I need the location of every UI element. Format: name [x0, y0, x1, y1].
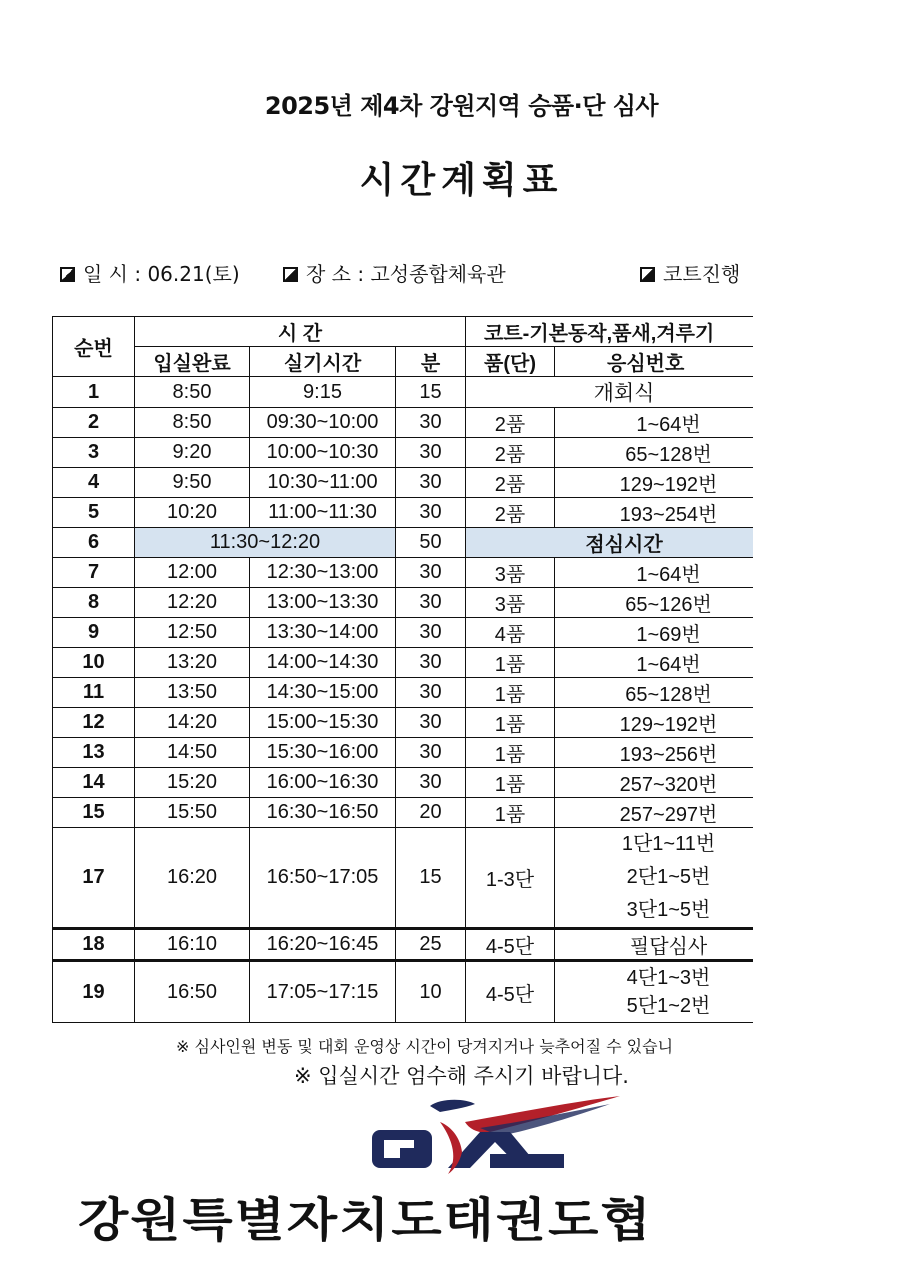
row-number: 4	[53, 468, 135, 498]
info-place-text: 장 소 : 고성종합체육관	[306, 262, 506, 286]
table-row	[53, 468, 754, 498]
table-row	[53, 438, 754, 468]
applicant-range-cell: 129~192번	[555, 468, 753, 498]
minutes-cell: 30	[396, 648, 466, 678]
grade-cell: 1품	[466, 708, 555, 738]
row-number: 2	[53, 408, 135, 438]
minutes-cell: 10	[396, 961, 466, 1023]
minutes-cell: 30	[396, 678, 466, 708]
minutes-cell: 30	[396, 558, 466, 588]
table-row	[53, 377, 754, 408]
entry-time-cell: 16:50	[135, 961, 250, 1023]
header-grade: 품(단)	[466, 347, 555, 377]
header-exam-time: 실기시간	[250, 347, 396, 377]
applicant-range-cell	[555, 961, 753, 1023]
header-minutes: 분	[396, 347, 466, 377]
checkbox-icon	[283, 267, 298, 282]
entry-time-cell: 14:50	[135, 738, 250, 768]
entry-time-cell: 16:20	[135, 828, 250, 929]
exam-time-cell: 10:30~11:00	[250, 468, 396, 498]
entry-time-cell: 12:50	[135, 618, 250, 648]
entry-time-cell: 10:20	[135, 498, 250, 528]
applicant-range-cell: 필답심사	[555, 929, 753, 961]
row-number: 15	[53, 798, 135, 828]
table-row	[53, 708, 754, 738]
applicant-range-line: 2단1~5번	[626, 866, 711, 888]
opening-ceremony-cell: 개회식	[466, 377, 753, 408]
table-row	[53, 528, 754, 558]
exam-time-cell: 16:20~16:45	[250, 929, 396, 961]
minutes-cell: 15	[396, 828, 466, 929]
row-number: 14	[53, 768, 135, 798]
note-schedule-change: ※ 심사인원 변동 및 대회 운영상 시간이 당겨지거나 늦추어질 수 있습니	[176, 1037, 674, 1056]
minutes-cell: 25	[396, 929, 466, 961]
row-number: 8	[53, 588, 135, 618]
minutes-cell: 30	[396, 498, 466, 528]
grade-cell: 4-5단	[466, 961, 555, 1023]
grade-cell: 1품	[466, 798, 555, 828]
table-row	[53, 929, 754, 961]
row-number: 1	[53, 377, 135, 408]
exam-time-cell: 13:00~13:30	[250, 588, 396, 618]
grade-cell: 1-3단	[466, 828, 555, 929]
row-number: 12	[53, 708, 135, 738]
grade-cell: 1품	[466, 648, 555, 678]
info-court-text: 코트진행	[663, 262, 741, 286]
applicant-range-line: 3단1~5번	[626, 899, 711, 921]
grade-cell: 2품	[466, 408, 555, 438]
minutes-cell: 20	[396, 798, 466, 828]
applicant-range-cell: 257~297번	[555, 798, 753, 828]
entry-time-cell: 15:50	[135, 798, 250, 828]
organization-name: 강원특별자치도태권도협	[78, 1193, 653, 1248]
row-number: 6	[53, 528, 135, 558]
grade-cell: 1품	[466, 678, 555, 708]
taekwondo-logo	[370, 1092, 630, 1178]
applicant-range-cell: 193~254번	[555, 498, 753, 528]
applicant-range-cell: 1~64번	[555, 558, 753, 588]
minutes-cell: 30	[396, 708, 466, 738]
exam-time-cell: 09:30~10:00	[250, 408, 396, 438]
info-court	[640, 258, 740, 287]
applicant-range-cell: 193~256번	[555, 738, 753, 768]
info-date-text: 일 시 : 06.21(토)	[83, 262, 240, 286]
info-date	[60, 258, 240, 287]
checkbox-icon	[60, 267, 75, 282]
row-number: 10	[53, 648, 135, 678]
entry-time-cell: 16:10	[135, 929, 250, 961]
applicant-range-cell: 65~128번	[555, 438, 753, 468]
schedule-table	[52, 316, 753, 1023]
table-row	[53, 648, 754, 678]
exam-time-cell: 14:30~15:00	[250, 678, 396, 708]
entry-time-cell: 12:00	[135, 558, 250, 588]
minutes-cell: 30	[396, 738, 466, 768]
minutes-cell: 30	[396, 768, 466, 798]
row-number: 7	[53, 558, 135, 588]
row-number: 19	[53, 961, 135, 1023]
document-title: 시간계획표	[359, 160, 564, 201]
grade-cell: 2품	[466, 498, 555, 528]
table-row	[53, 961, 754, 1023]
grade-cell: 1품	[466, 768, 555, 798]
applicant-range-cell: 1~69번	[555, 618, 753, 648]
lunch-label-cell: 점심시간	[466, 528, 753, 558]
applicant-range-cell: 257~320번	[555, 768, 753, 798]
entry-time-cell: 8:50	[135, 408, 250, 438]
checkbox-icon	[640, 267, 655, 282]
table-row	[53, 618, 754, 648]
table-row	[53, 738, 754, 768]
minutes-cell: 50	[396, 528, 466, 558]
lunch-time-cell: 11:30~12:20	[135, 528, 396, 558]
table-row	[53, 558, 754, 588]
exam-time-cell: 16:00~16:30	[250, 768, 396, 798]
row-number: 13	[53, 738, 135, 768]
applicant-range-line: 4단1~3번	[626, 967, 711, 989]
exam-time-cell: 10:00~10:30	[250, 438, 396, 468]
row-number: 11	[53, 678, 135, 708]
minutes-cell: 30	[396, 468, 466, 498]
row-number: 9	[53, 618, 135, 648]
minutes-cell: 30	[396, 438, 466, 468]
table-row	[53, 678, 754, 708]
table-row	[53, 828, 754, 929]
entry-time-cell: 9:50	[135, 468, 250, 498]
applicant-range-line: 5단1~2번	[626, 995, 711, 1017]
row-number: 18	[53, 929, 135, 961]
entry-time-cell: 12:20	[135, 588, 250, 618]
grade-cell: 4품	[466, 618, 555, 648]
entry-time-cell: 15:20	[135, 768, 250, 798]
exam-time-cell: 15:30~16:00	[250, 738, 396, 768]
entry-time-cell: 8:50	[135, 377, 250, 408]
table-row	[53, 798, 754, 828]
row-number: 17	[53, 828, 135, 929]
row-number: 5	[53, 498, 135, 528]
info-place	[283, 258, 506, 287]
applicant-range-line: 1단1~11번	[621, 833, 716, 855]
grade-cell: 3품	[466, 588, 555, 618]
header-court-group: 코트-기본동작,품새,겨루기	[466, 317, 753, 347]
row-number: 3	[53, 438, 135, 468]
exam-time-cell: 15:00~15:30	[250, 708, 396, 738]
entry-time-cell: 13:50	[135, 678, 250, 708]
entry-time-cell: 13:20	[135, 648, 250, 678]
exam-time-cell: 12:30~13:00	[250, 558, 396, 588]
exam-time-cell: 17:05~17:15	[250, 961, 396, 1023]
header-applicant: 응심번호	[555, 347, 753, 377]
applicant-range-cell: 1~64번	[555, 408, 753, 438]
grade-cell: 3품	[466, 558, 555, 588]
grade-cell: 2품	[466, 438, 555, 468]
applicant-range-cell: 65~128번	[555, 678, 753, 708]
document-subtitle: 2025년 제4차 강원지역 승품·단 심사	[264, 92, 659, 120]
exam-time-cell: 9:15	[250, 377, 396, 408]
minutes-cell: 30	[396, 618, 466, 648]
grade-cell: 1품	[466, 738, 555, 768]
header-no: 순번	[53, 317, 135, 377]
minutes-cell: 30	[396, 588, 466, 618]
applicant-range-cell: 1~64번	[555, 648, 753, 678]
entry-time-cell: 14:20	[135, 708, 250, 738]
table-row	[53, 408, 754, 438]
minutes-cell: 15	[396, 377, 466, 408]
grade-cell: 4-5단	[466, 929, 555, 961]
exam-time-cell: 13:30~14:00	[250, 618, 396, 648]
exam-time-cell: 11:00~11:30	[250, 498, 396, 528]
table-row	[53, 768, 754, 798]
header-entry: 입실완료	[135, 347, 250, 377]
table-row	[53, 498, 754, 528]
exam-time-cell: 16:30~16:50	[250, 798, 396, 828]
grade-cell: 2품	[466, 468, 555, 498]
entry-time-cell: 9:20	[135, 438, 250, 468]
table-row	[53, 588, 754, 618]
exam-time-cell: 14:00~14:30	[250, 648, 396, 678]
exam-time-cell: 16:50~17:05	[250, 828, 396, 929]
header-time-group: 시 간	[135, 317, 466, 347]
minutes-cell: 30	[396, 408, 466, 438]
note-entry-time: ※ 입실시간 엄수해 주시기 바랍니다.	[294, 1064, 629, 1088]
applicant-range-cell: 65~126번	[555, 588, 753, 618]
applicant-range-cell: 129~192번	[555, 708, 753, 738]
applicant-range-cell	[555, 828, 753, 929]
